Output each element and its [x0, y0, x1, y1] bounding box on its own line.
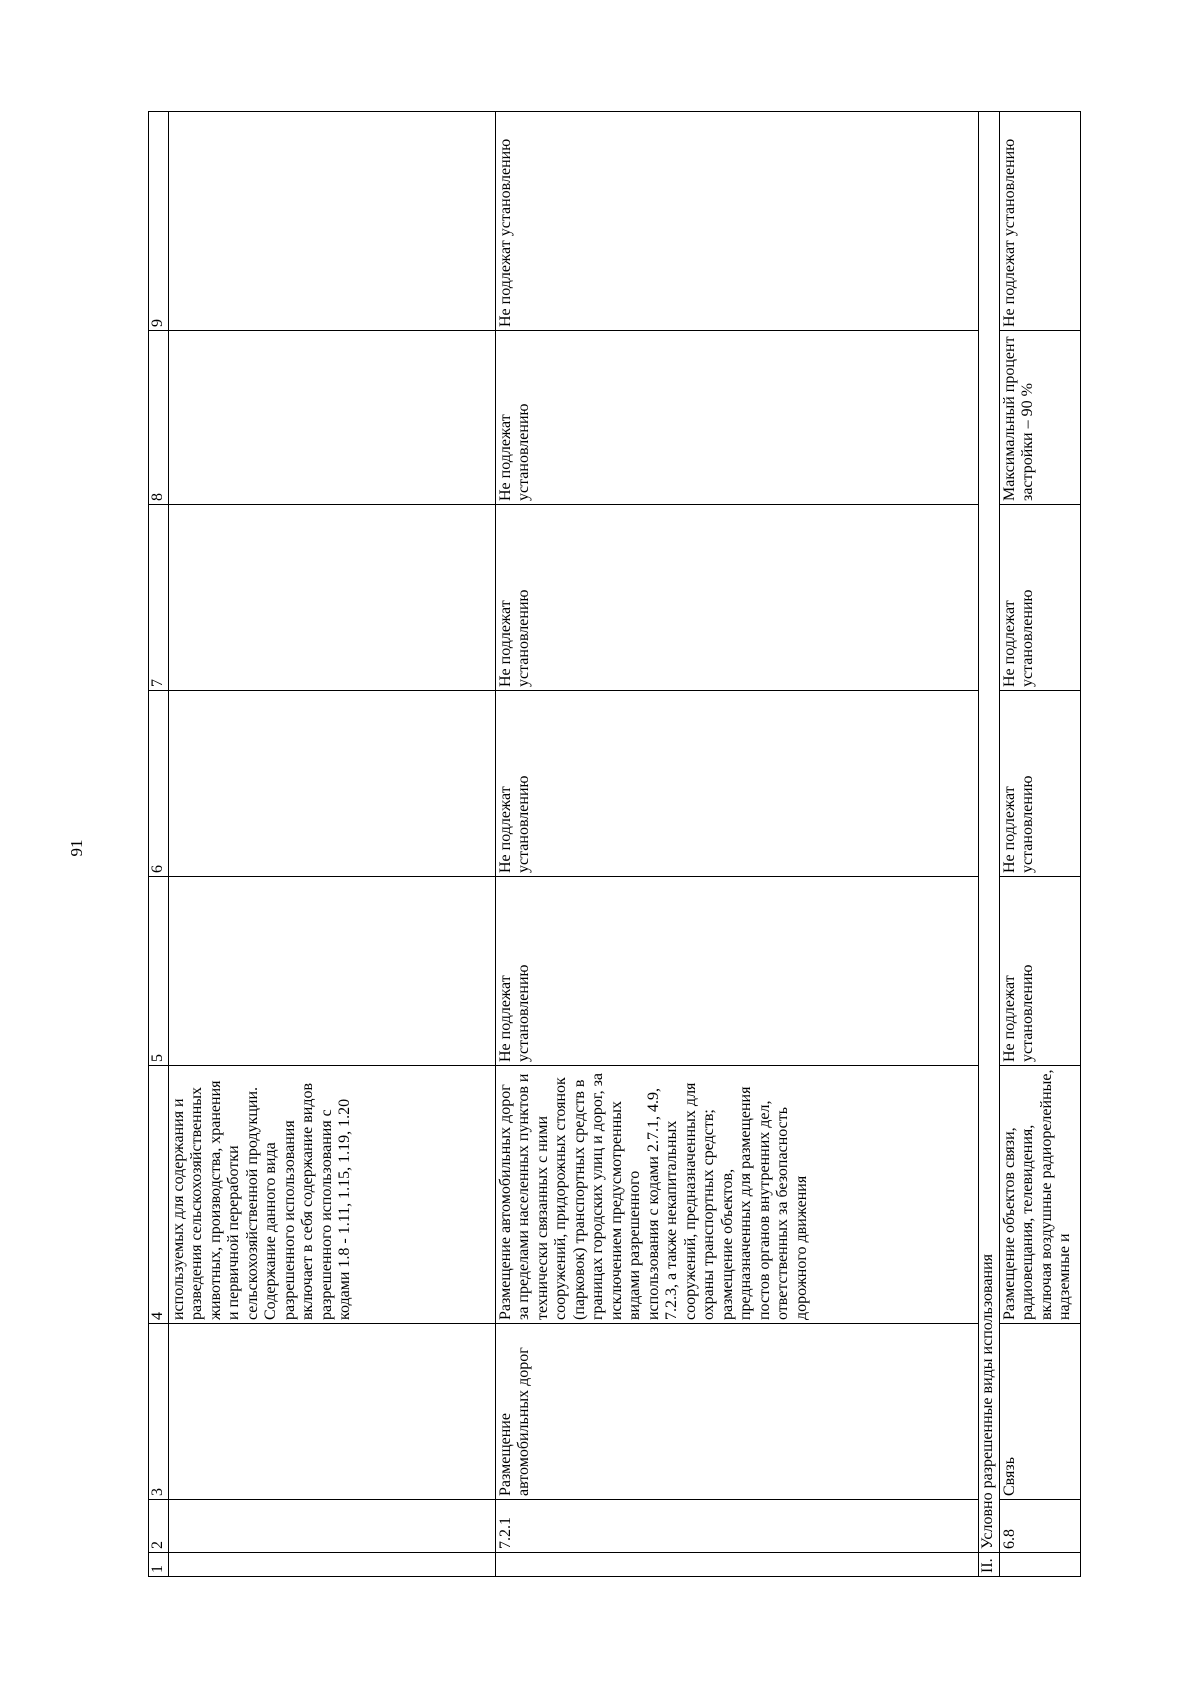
parameter-cell: Не подлежат установлению [999, 112, 1080, 331]
table-cell [168, 505, 495, 691]
table-cell [495, 1553, 978, 1577]
table-cell [168, 1324, 495, 1500]
column-number: 9 [149, 112, 169, 331]
column-number: 6 [149, 691, 169, 877]
land-use-table [148, 111, 1081, 1577]
table-cell [168, 1553, 495, 1577]
use-description-cell: используемых для содержания и разведения сельскохозяйственных животных, производства, хранения и первичной переработки сельскохозяйственной продукции. Содержание данного вида разрешенного использования включает в себя содержание видов разрешенного использования с кодами 1.8 - 1.11, 1.15, 1.19, 1.20 [168, 1066, 495, 1324]
table-cell [168, 691, 495, 877]
table-row [168, 112, 495, 1577]
parameter-cell: Не подлежат установлению [495, 877, 978, 1066]
use-description-cell: Размещение объектов связи, радиовещания, телевидения, включая воздушные радиорелейные, надземные и [999, 1066, 1080, 1324]
column-number: 5 [149, 877, 169, 1066]
page-number: 91 [67, 839, 86, 857]
use-name-cell: Размещение автомобильных дорог [495, 1324, 978, 1500]
column-number: 7 [149, 505, 169, 691]
table-cell [168, 331, 495, 505]
parameter-cell: Не подлежат установлению [495, 691, 978, 877]
parameter-cell: Не подлежат установлению [999, 505, 1080, 691]
column-number: 1 [149, 1553, 169, 1577]
section-title: Условно разрешенные виды использования [978, 112, 999, 1553]
table-cell [999, 1553, 1080, 1577]
parameter-cell: Не подлежат установлению [495, 112, 978, 331]
parameter-cell: Максимальный процент застройки – 90 % [999, 331, 1080, 505]
table-cell [168, 877, 495, 1066]
column-number: 8 [149, 331, 169, 505]
section-number: II. [978, 1553, 999, 1577]
land-use-table-container [148, 112, 1085, 1577]
use-code-cell: 6.8 [999, 1500, 1080, 1553]
section-row [978, 112, 999, 1577]
parameter-cell: Не подлежат установлению [999, 691, 1080, 877]
table-header-row [149, 112, 169, 1577]
table-row [999, 112, 1080, 1577]
table-cell [168, 112, 495, 331]
parameter-cell: Не подлежат установлению [495, 331, 978, 505]
column-number: 4 [149, 1066, 169, 1324]
column-number: 3 [149, 1324, 169, 1500]
table-cell [168, 1500, 495, 1553]
parameter-cell: Не подлежат установлению [495, 505, 978, 691]
column-number: 2 [149, 1500, 169, 1553]
parameter-cell: Не подлежат установлению [999, 877, 1080, 1066]
use-code-cell: 7.2.1 [495, 1500, 978, 1553]
use-description-cell: Размещение автомобильных дорог за пределами населенных пунктов и технически связанных с ними сооружений, придорожных стоянок (парковок) транспортных средств в границах городских улиц и дорог, за исключением предусмотренных видами разрешенного использования с кодами 2.7.1, 4.9, 7.2.3, а также некапитальных сооружений, предназначенных для охраны транспортных средств; размещение объектов, предназначенных для размещения постов органов внутренних дел, ответственных за безопасность дорожного движения [495, 1066, 978, 1324]
table-row [495, 112, 978, 1577]
use-name-cell: Связь [999, 1324, 1080, 1500]
